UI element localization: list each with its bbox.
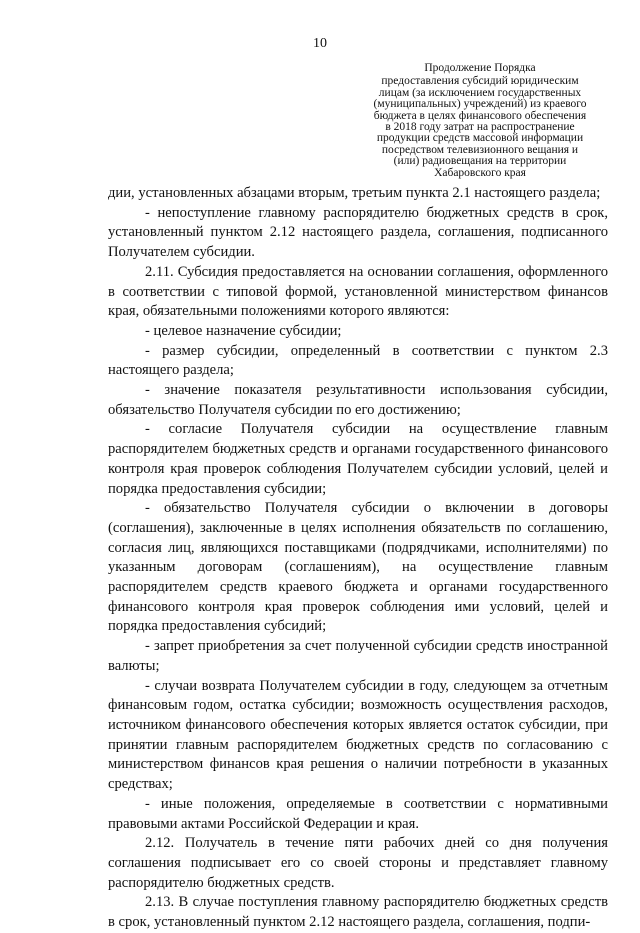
paragraph: 2.11. Субсидия предоставляется на основании соглашения, оформленного в соответствии с типовой формой, установленной министерством финансов края, обязательными положениями которого являются: [108,263,608,320]
paragraph: 2.13. В случае поступления главному распорядителю бюджетных средств в срок, установленный пунктом 2.12 настоящего раздела, соглашения, подпи- [108,894,608,931]
paragraph: - целевое назначение субсидии; [145,322,342,339]
body-text [108,184,608,933]
paragraph: - запрет приобретения за счет полученной субсидии средств иностранной валюты; [108,638,608,674]
paragraph: - иные положения, определяемые в соответствии с нормативными правовыми актами Российской Федерации и края. [108,795,608,832]
header-line: лицам (за исключением государственных [378,86,582,99]
header-line: (муниципальных) учреждений) из краевого [373,98,587,111]
paragraph: 2.12. Получатель в течение пяти рабочих дней со дня получения соглашения подписывает его со своей стороны и представляет главному распорядителю бюджетных средств. [108,835,608,891]
page-number: 10 [313,36,327,51]
header-line: продукции средств массовой информации [376,132,584,145]
paragraph: - обязательство Получателя субсидии о включении в договоры (соглашения), заключенные в целях исполнения обязательств по соглашению, согласия лиц, являющихся поставщиками (подрядчиками, исполнителями) по указанным договорам (соглашениям), на осуществление главным распорядителем средств краевого бюджета и органами государственного финансового контроля края проверок соблюдения ими условий, целей и порядка предоставления субсидий; [108,500,608,635]
header-line: в 2018 году затрат на распространение [385,121,575,134]
paragraph: - значение показателя результативности использования субсидии, обязательство Получателя субсидии по его достижению; [108,382,608,418]
paragraph: дии, установленных абзацами вторым, третьим пункта 2.1 настоящего раздела; [108,185,601,201]
continuation-header [355,63,605,179]
paragraph: - случаи возврата Получателем субсидии в году, следующем за отчетным финансовым годом, остатка субсидии; возможность осуществления расходов, источником финансового обеспечения которых является остаток субсидии, при принятии главным распорядителем бюджетных средств по согласованию с министерством финансов края решения о наличии потребности в указанных средствах; [108,677,608,793]
paragraph: - непоступление главному распорядителю бюджетных средств в срок, установленный пунктом 2.12 настоящего раздела, соглашения, подписанного Получателем субсидии. [108,204,608,261]
header-line: Хабаровского края [434,166,526,179]
header-line: предоставления субсидий юридическим [381,75,579,88]
header-line: (или) радиовещания на территории [393,155,567,168]
paragraph: - размер субсидии, определенный в соответствии с пунктом 2.3 настоящего раздела; [108,342,608,379]
paragraph: - согласие Получателя субсидии на осуществление главным распорядителем бюджетных средств и органами государственного финансового контроля края проверок соблюдения Получателем субсидии условий, целей и порядка предоставления субсидии; [108,421,608,497]
header-line: бюджета в целях финансового обеспечения [373,109,587,122]
header-line: посредством телевизионного вещания и [381,143,579,156]
header-title: Продолжение Порядка [424,62,536,74]
